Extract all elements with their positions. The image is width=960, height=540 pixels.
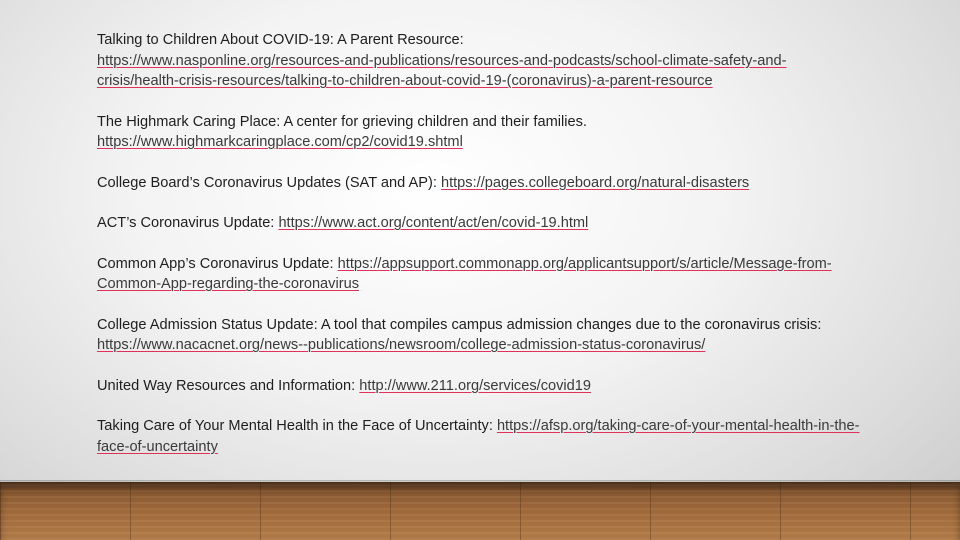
- resource-label: The Highmark Caring Place: A center for grieving children and their families.: [97, 113, 587, 130]
- resource-label: College Admission Status Update: A tool that compiles campus admission changes due to the coronavirus crisis:: [97, 316, 822, 333]
- resource-entry-covid-parent: [97, 30, 867, 92]
- resource-link[interactable]: https://www.act.org/content/act/en/covid-19.html: [278, 215, 589, 231]
- resource-link[interactable]: https://www.nacacnet.org/news--publications/newsroom/college-admission-status-coronavirus/: [97, 337, 706, 353]
- resource-entry-college-board: [97, 173, 867, 194]
- resource-label: Talking to Children About COVID-19: A Parent Resource:: [97, 32, 464, 48]
- resource-entry-united-way: [97, 376, 867, 397]
- resource-entry-highmark: [97, 112, 867, 153]
- wood-floor-background: [0, 482, 960, 540]
- resource-label: ACT’s Coronavirus Update:: [97, 215, 275, 231]
- resource-label: Taking Care of Your Mental Health in the Face of Uncertainty:: [97, 418, 493, 434]
- resource-link[interactable]: https://www.nasponline.org/resources-and-publications/resources-and-podcasts/school-climate-safety-and-crisis/health-crisis-resources/talking-to-children-about-covid-19-(coronavirus)-a-parent-resource: [97, 52, 787, 89]
- resource-entry-act: [97, 213, 867, 234]
- resource-entry-afsp: [97, 416, 867, 457]
- resource-link[interactable]: https://www.highmarkcaringplace.com/cp2/covid19.shtml: [97, 134, 463, 150]
- resource-label: College Board’s Coronavirus Updates (SAT and AP):: [97, 174, 437, 191]
- resource-link[interactable]: https://appsupport.commonapp.org/applicantsupport/s/article/Message-from-Common-App-regarding-the-coronavirus: [97, 255, 832, 292]
- resource-entry-common-app: [97, 254, 867, 295]
- resource-link[interactable]: https://afsp.org/taking-care-of-your-mental-health-in-the-face-of-uncertainty: [97, 418, 860, 455]
- resource-link[interactable]: http://www.211.org/services/covid19: [359, 377, 591, 394]
- resource-label: Common App’s Coronavirus Update:: [97, 255, 334, 272]
- resource-label: United Way Resources and Information:: [97, 377, 356, 394]
- resource-entry-nacac: [97, 315, 867, 356]
- resource-link[interactable]: https://pages.collegeboard.org/natural-disasters: [440, 174, 750, 191]
- slide-body: [97, 30, 867, 477]
